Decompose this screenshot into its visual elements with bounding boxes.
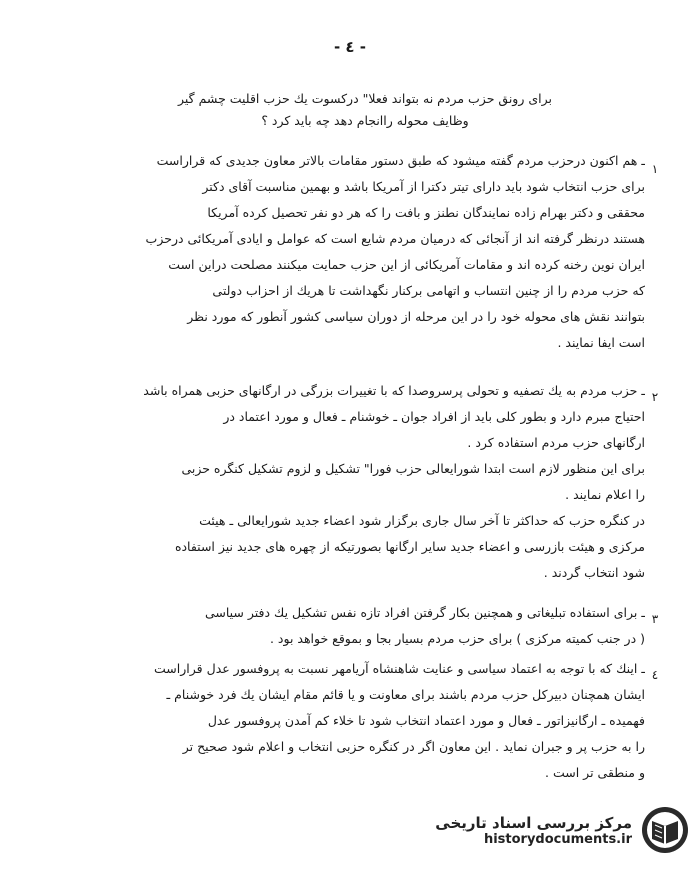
item-2-line: برای این منظور لازم است ابتدا شورایعالی حزب فورا" تشکیل و لزوم تشکیل کنگره حزبی	[181, 461, 645, 476]
item-4-line: را به حزب پر و جبران نماید . این معاون اگر در کنگره حزبی انتخاب و اعلام شود صحیح تر	[182, 739, 645, 754]
item-4-line: فهمیده ـ ارگانیزاتور ـ فعال و مورد اعتماد انتخاب شود تا خلاء کم آمدن پروفسور عدل	[207, 713, 645, 728]
watermark-text	[435, 814, 632, 847]
item-number-2: ٢	[651, 390, 659, 404]
item-4-line: ـ اینك که با توجه به اعتماد سیاسی و عنایت شاهنشاه آریامهر نسبت به پروفسور عدل قراراست	[154, 661, 645, 676]
item-2-line: احتیاج مبرم دارد و بطور کلی باید از افراد جوان ـ خوشنام ـ فعال و مورد اعتماد در	[223, 409, 645, 424]
item-1-line: ایران نوین رخنه کرده اند و مقامات آمریکائی از این حزب حمایت میکنند مصلحت دراین است	[168, 257, 645, 272]
item-2-line: شود انتخاب گردند .	[543, 565, 645, 580]
heading-line-2: وظایف محوله راانجام دهد چه باید کرد ؟	[261, 113, 469, 128]
item-number-4: ٤	[651, 668, 659, 682]
item-1-line: است ایفا نمایند .	[557, 335, 645, 350]
item-3-line: ( در جنب کمیته مرکزی ) برای حزب مردم بسیار بجا و بموقع خواهد بود .	[269, 631, 645, 646]
item-number-1: ١	[651, 162, 659, 176]
item-2-line: در کنگره حزب که حداکثر تا آخر سال جاری برگزار شود اعضاء جدید شورایعالی ـ هیئت	[199, 513, 645, 528]
item-1-paragraph	[80, 148, 645, 356]
item-1-line: بتوانند نقش های محوله خود را در این مرحله از دوران سیاسی کشور آنطور که مورد نظر	[187, 309, 645, 324]
item-3-line: ـ برای استفاده تبلیغاتی و همچنین بکار گرفتن افراد تازه نفس تشکیل یك دفتر سیاسی	[204, 605, 645, 620]
item-number-3: ٣	[651, 612, 659, 626]
item-2-line: را اعلام نمایند .	[565, 487, 645, 502]
heading-line-1: برای رونق حزب مردم نه بتواند فعلا" درکسوت یك حزب اقلیت چشم گیر	[178, 91, 552, 106]
item-2-line: مرکزی و هیئت بازرسی و اعضاء جدید سایر ارگانها بصورتیکه از چهره های جدید نیز استفاده	[174, 539, 645, 554]
item-4-line: ایشان همچنان دبیرکل حزب مردم باشند برای معاونت و یا قائم مقام ایشان یك فرد خوشنام ـ	[166, 687, 645, 702]
watermark-title: مرکز بررسی اسناد تاریخی	[435, 813, 632, 832]
item-1-line: که حزب مردم را از چنین انتساب و اتهامی برکنار نگهداشت تا هریك از احزاب دولتی	[212, 283, 645, 298]
book-emblem-icon	[640, 805, 690, 855]
item-2-paragraph	[80, 378, 645, 586]
item-1-line: برای حزب انتخاب شود باید دارای تیتر دکترا از آمریکا باشد و بهمین مناسبت آقای دکتر	[202, 179, 645, 194]
item-1-line: محققی و دکتر بهرام زاده نمایندگان نطنز و بافت را که هر دو نفر تحصیل کرده آمریکا	[207, 205, 645, 220]
item-4-paragraph	[80, 656, 645, 786]
item-3-paragraph	[80, 600, 645, 652]
document-heading	[120, 88, 610, 132]
item-4-line: و منطقی تر است .	[545, 765, 645, 780]
watermark-url: historydocuments.ir	[483, 831, 632, 847]
item-2-line: ارگانهای حزب مردم استفاده کرد .	[467, 435, 645, 450]
item-1-line: ـ هم اکنون درحزب مردم گفته میشود که طبق دستور مقامات بالاتر معاون جدیدی که قراراست	[156, 153, 645, 168]
item-2-line: ـ حزب مردم به یك تصفیه و تحولی پرسروصدا که با تغییرات بزرگی در ارگانهای حزبی همراه باشد	[143, 383, 645, 398]
item-1-line: هستند درنظر گرفته اند از آنجائی که درمیان مردم شایع است که عوامل و ایادی آمریکائی درحزب	[145, 231, 645, 246]
watermark	[410, 801, 690, 859]
page-number: - ٤ -	[333, 38, 367, 56]
